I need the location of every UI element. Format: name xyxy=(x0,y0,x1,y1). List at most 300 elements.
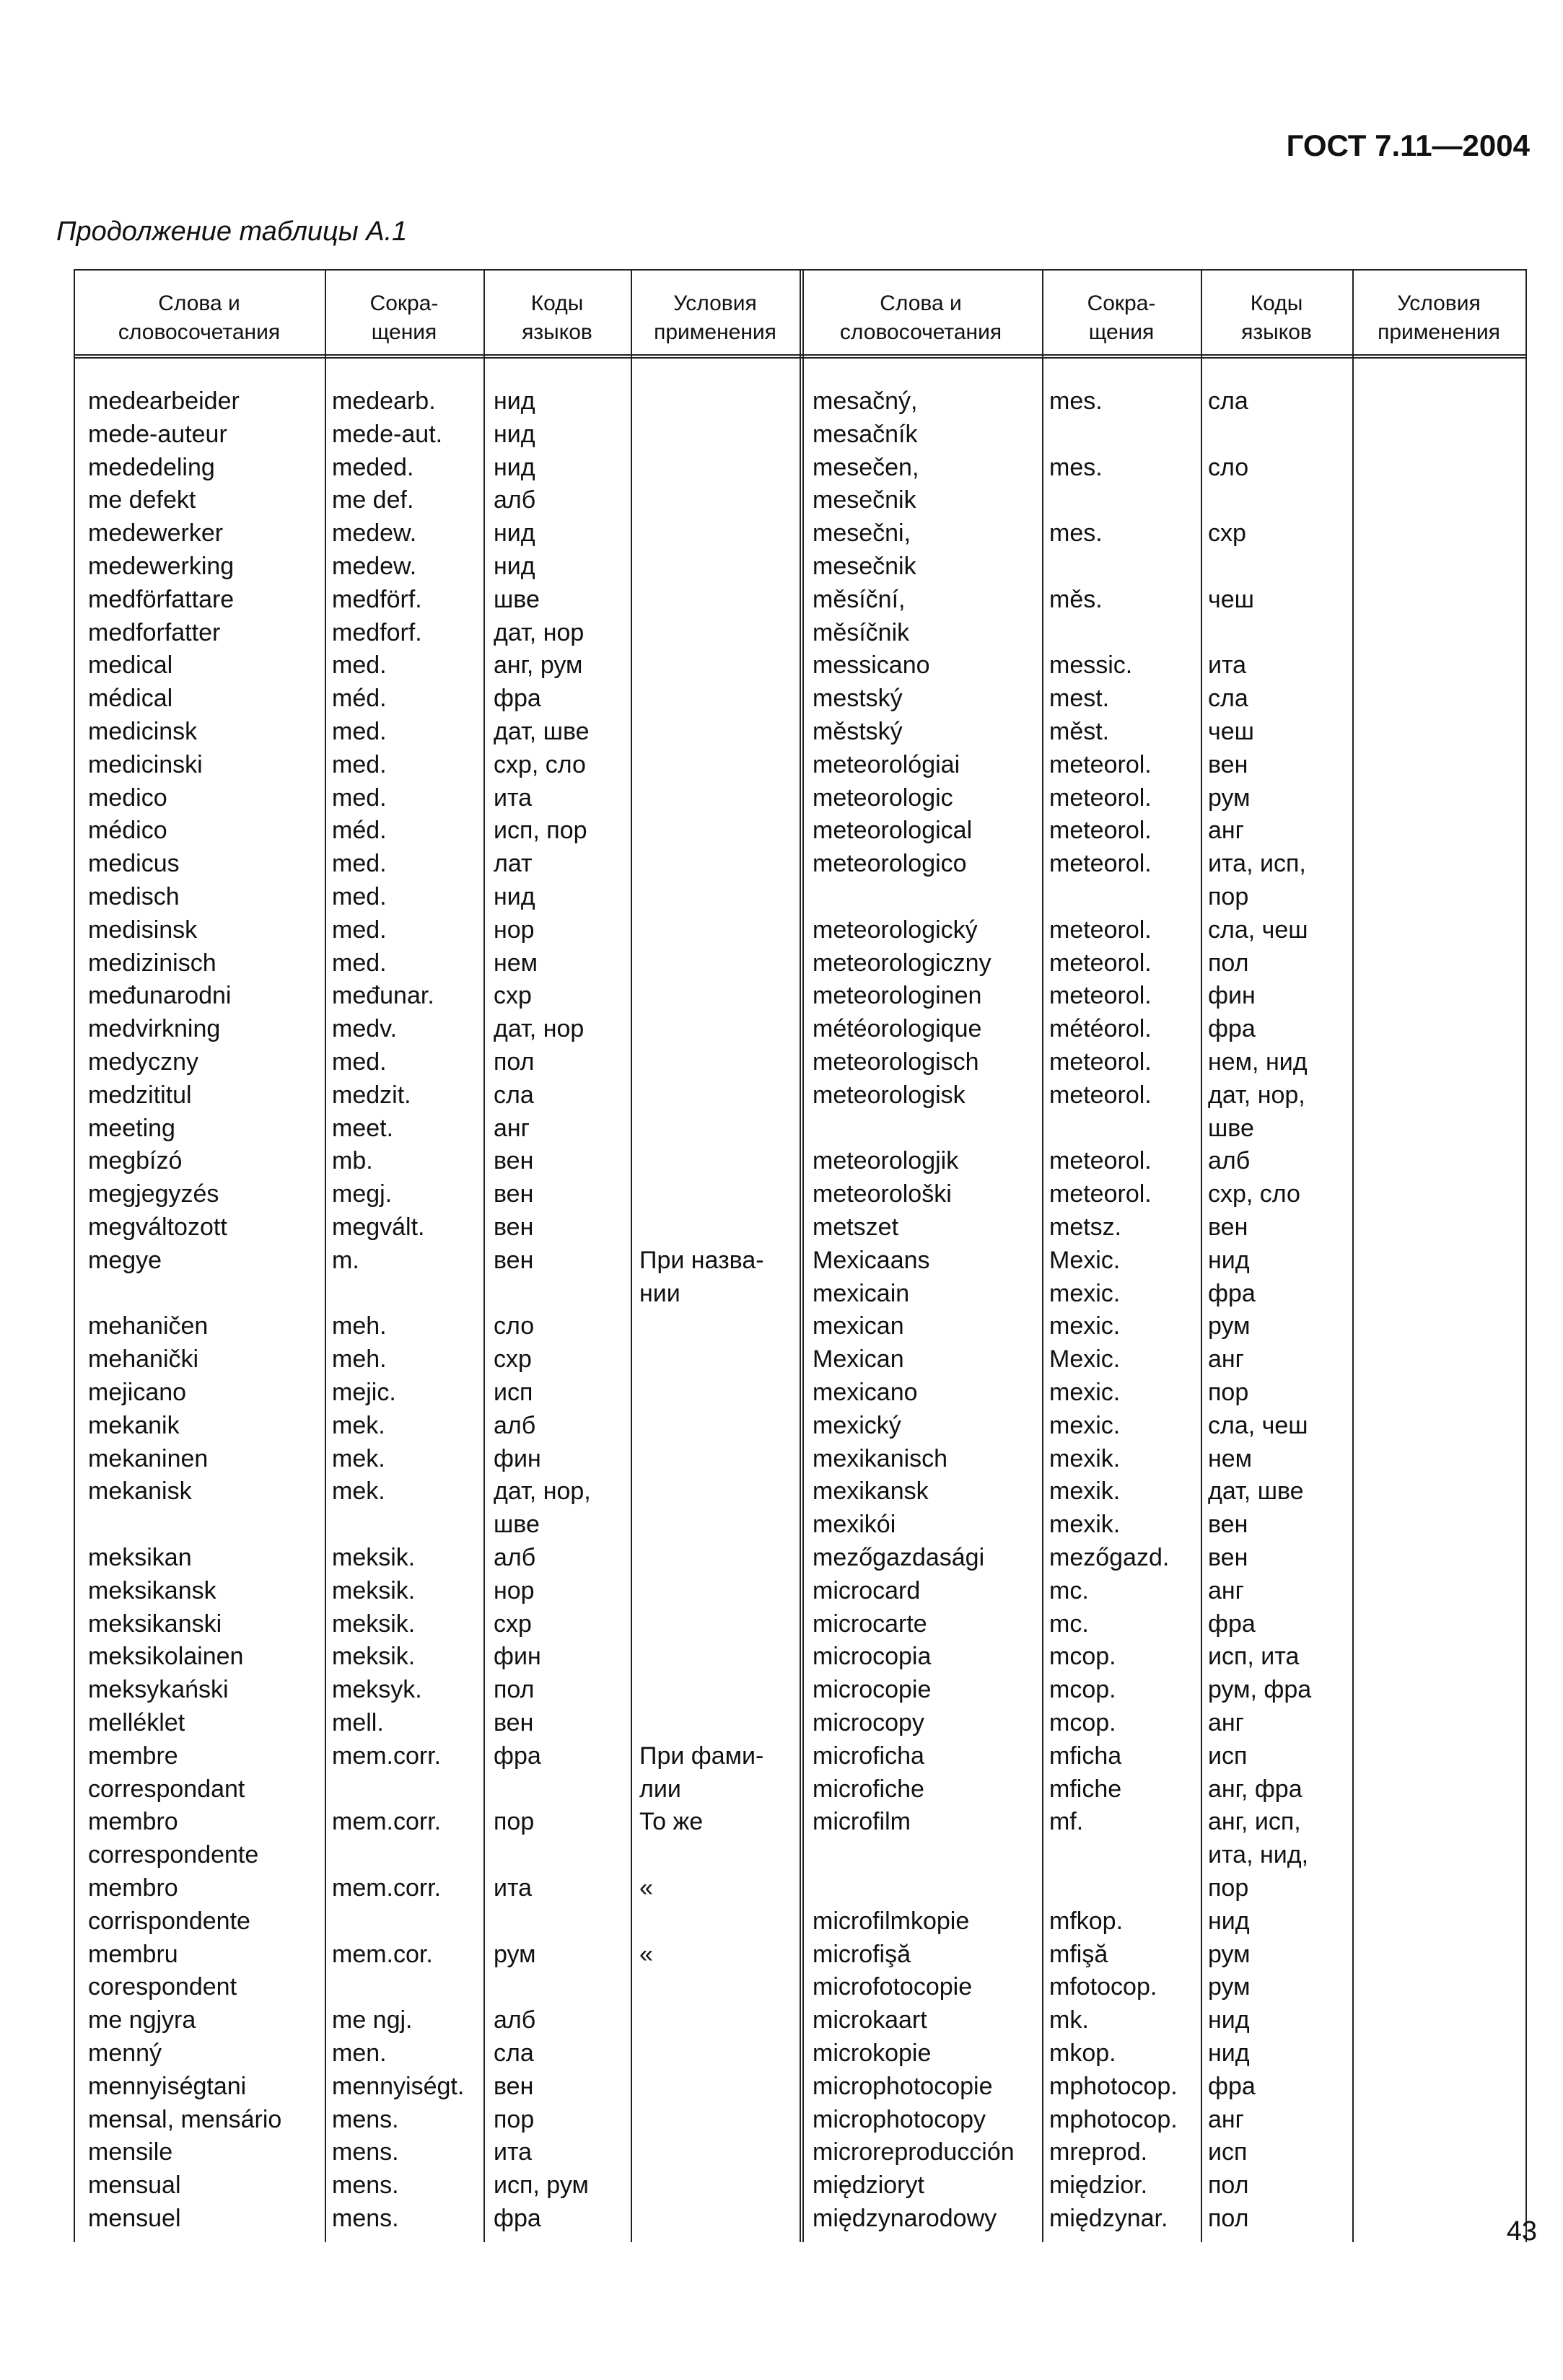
word-cell: membro xyxy=(88,1808,178,1836)
word-cell: microreproducción xyxy=(813,2138,1015,2166)
code-cell: исп, рум xyxy=(494,2172,589,2200)
word-cell: meteorological xyxy=(813,817,973,845)
abbr-cell: me ngj. xyxy=(332,2006,413,2034)
header-words: Слова и словосочетания xyxy=(839,291,1002,344)
code-cell: рум xyxy=(1208,1940,1251,1968)
abbr-cell: med. xyxy=(332,850,387,878)
code-cell: нем xyxy=(494,949,538,977)
col-divider xyxy=(325,269,326,2242)
word-cell: microcard xyxy=(813,1576,921,1604)
header-words: Слова и словосочетания xyxy=(118,291,281,344)
word-cell: microcopia xyxy=(813,1643,932,1671)
code-cell: чеш xyxy=(1208,718,1254,745)
abbr-cell: mcop. xyxy=(1049,1709,1116,1736)
abbr-cell: mfiche xyxy=(1049,1775,1122,1803)
code-cell: сла xyxy=(1208,387,1248,415)
word-cell: correspondente xyxy=(88,1841,259,1869)
abbr-cell: meded. xyxy=(332,453,414,481)
abbr-cell: me def. xyxy=(332,486,414,514)
code-cell: вен xyxy=(494,1246,534,1274)
word-cell: meteorološki xyxy=(813,1180,952,1208)
code-cell: пол xyxy=(1208,949,1249,977)
code-cell: анг xyxy=(1208,2105,1245,2133)
word-cell: meteorologiczny xyxy=(813,949,991,977)
word-cell: městský xyxy=(813,718,903,745)
code-cell: алб xyxy=(494,2006,536,2034)
word-cell: medforfatter xyxy=(88,618,221,646)
word-cell: mesačný, xyxy=(813,387,918,415)
code-cell: анг xyxy=(1208,1709,1245,1736)
code-cell: нид xyxy=(1208,1246,1250,1274)
word-cell: météorologique xyxy=(813,1015,982,1043)
abbr-cell: medew. xyxy=(332,519,417,548)
code-cell: ита, исп, xyxy=(1208,850,1306,878)
condition-cell: При назва- xyxy=(639,1246,764,1274)
code-cell: ита xyxy=(494,1874,533,1902)
code-cell: вен xyxy=(494,1180,534,1208)
abbr-cell: meteorol. xyxy=(1049,915,1152,944)
abbr-cell: měs. xyxy=(1049,585,1103,613)
word-cell: meteorologisk xyxy=(813,1081,966,1109)
abbr-cell: meteorol. xyxy=(1049,750,1152,778)
abbr-cell: megvált. xyxy=(332,1213,425,1241)
code-cell: нид xyxy=(494,453,535,481)
abbr-cell: medforf. xyxy=(332,618,422,646)
abbr-cell: méd. xyxy=(332,817,387,845)
word-cell: mezőgazdasági xyxy=(813,1544,985,1571)
word-cell: mekaninen xyxy=(88,1444,209,1472)
word-cell: microphotocopy xyxy=(813,2105,986,2133)
word-cell: medicinski xyxy=(88,750,203,778)
code-cell: нид xyxy=(494,883,535,910)
word-cell: meksikan xyxy=(88,1544,192,1571)
abbr-cell: medförf. xyxy=(332,585,422,613)
word-cell: megjegyzés xyxy=(88,1180,219,1208)
abbr-cell: meh. xyxy=(332,1345,387,1374)
abbr-cell: mes. xyxy=(1049,453,1103,481)
code-cell: алб xyxy=(494,486,536,514)
code-cell: анг xyxy=(1208,817,1245,845)
code-cell: вен xyxy=(494,1147,534,1175)
word-cell: mexicain xyxy=(813,1279,910,1307)
code-cell: алб xyxy=(494,1544,536,1571)
header-codes: Коды языков xyxy=(522,291,592,344)
word-cell: medearbeider xyxy=(88,387,240,415)
word-cell: mexikanisch xyxy=(813,1444,948,1472)
code-cell: нид xyxy=(494,553,535,580)
word-cell: membro xyxy=(88,1874,178,1902)
word-cell: mexikansk xyxy=(813,1477,929,1506)
abbr-cell: meteorol. xyxy=(1049,1048,1152,1076)
code-cell: шве xyxy=(494,1511,540,1539)
word-cell: medyczny xyxy=(88,1048,199,1076)
abbr-cell: med. xyxy=(332,718,387,745)
word-cell: mexican xyxy=(813,1312,904,1340)
abbr-cell: m. xyxy=(332,1246,359,1274)
condition-cell: нии xyxy=(639,1279,680,1307)
word-cell: médical xyxy=(88,685,173,713)
abbr-cell: meksik. xyxy=(332,1643,416,1671)
abbr-cell: mezőgazd. xyxy=(1049,1544,1170,1571)
abbr-cell: mek. xyxy=(332,1444,385,1472)
col-divider xyxy=(1352,269,1354,2242)
code-cell: схр xyxy=(494,1610,532,1638)
standard-code: ГОСТ 7.11—2004 xyxy=(1286,128,1530,162)
abbr-cell: mc. xyxy=(1049,1576,1089,1604)
header-abbr: Сокра- щения xyxy=(1087,291,1156,344)
header-abbr: Сокра- щения xyxy=(369,291,439,344)
abbr-cell: medearb. xyxy=(332,387,436,415)
code-cell: сло xyxy=(1208,453,1249,481)
word-cell: microkopie xyxy=(813,2039,932,2067)
word-cell: mensual xyxy=(88,2172,181,2200)
code-cell: фра xyxy=(1208,1610,1256,1638)
word-cell: microfotocopie xyxy=(813,1973,973,2001)
word-cell: médico xyxy=(88,817,167,845)
word-cell: medewerker xyxy=(88,519,224,548)
abbr-cell: med. xyxy=(332,883,387,910)
word-cell: meksikanski xyxy=(88,1610,222,1638)
word-cell: megváltozott xyxy=(88,1213,227,1241)
abbr-cell: meteorol. xyxy=(1049,982,1152,1010)
code-cell: дат, нор xyxy=(494,618,585,646)
abbr-cell: meksik. xyxy=(332,1610,416,1638)
code-cell: нид xyxy=(494,519,535,548)
word-cell: međunarodni xyxy=(88,982,232,1010)
word-cell: meteorologinen xyxy=(813,982,982,1010)
word-cell: correspondant xyxy=(88,1775,245,1803)
header-conditions: Условия применения xyxy=(1378,291,1500,344)
word-cell: mexický xyxy=(813,1411,901,1439)
code-cell: фин xyxy=(494,1444,541,1472)
abbr-cell: med. xyxy=(332,1048,387,1076)
code-cell: вен xyxy=(1208,750,1248,778)
code-cell: анг xyxy=(1208,1345,1245,1374)
abbr-cell: megj. xyxy=(332,1180,393,1208)
code-cell: пор xyxy=(1208,883,1249,910)
word-cell: microfiche xyxy=(813,1775,924,1803)
word-cell: mensal, mensário xyxy=(88,2105,282,2133)
word-cell: membru xyxy=(88,1940,178,1968)
abbr-cell: med. xyxy=(332,750,387,778)
code-cell: нор xyxy=(494,915,535,944)
code-cell: сло xyxy=(494,1312,535,1340)
abbr-cell: mk. xyxy=(1049,2006,1089,2034)
code-cell: нем xyxy=(1208,1444,1253,1472)
word-cell: mensile xyxy=(88,2138,173,2166)
word-cell: medvirkning xyxy=(88,1015,221,1043)
abbr-cell: mphotocop. xyxy=(1049,2072,1178,2100)
code-cell: вен xyxy=(494,1709,534,1736)
code-cell: пор xyxy=(494,1808,535,1836)
abbr-cell: mejic. xyxy=(332,1379,396,1406)
code-cell: шве xyxy=(494,585,540,613)
col-divider xyxy=(483,269,485,2242)
abbr-cell: mek. xyxy=(332,1477,385,1506)
code-cell: алб xyxy=(1208,1147,1251,1175)
abbr-cell: meteorol. xyxy=(1049,949,1152,977)
code-cell: исп, пор xyxy=(494,817,587,845)
code-cell: анг, рум xyxy=(494,651,583,680)
abbr-cell: mest. xyxy=(1049,685,1110,713)
code-cell: пол xyxy=(494,1676,535,1704)
code-cell: нор xyxy=(494,1576,535,1604)
code-cell: алб xyxy=(494,1411,536,1439)
code-cell: пол xyxy=(1208,2172,1249,2200)
center-divider xyxy=(800,269,804,2242)
word-cell: mexikói xyxy=(813,1511,896,1539)
word-cell: medicus xyxy=(88,850,180,878)
abbr-cell: mexic. xyxy=(1049,1411,1121,1439)
code-cell: дат, шве xyxy=(494,718,590,745)
word-cell: corrispondente xyxy=(88,1907,250,1935)
word-cell: medzititul xyxy=(88,1081,192,1109)
code-cell: анг, исп, xyxy=(1208,1808,1301,1836)
code-cell: вен xyxy=(1208,1511,1248,1539)
abbr-cell: men. xyxy=(332,2039,387,2067)
abbr-cell: mens. xyxy=(332,2105,399,2133)
abbr-cell: med. xyxy=(332,651,387,680)
word-cell: mede-auteur xyxy=(88,420,227,448)
abbr-cell: Mexic. xyxy=(1049,1246,1121,1274)
abbr-cell: meksik. xyxy=(332,1576,416,1604)
word-cell: meeting xyxy=(88,1114,175,1142)
code-cell: схр xyxy=(1208,519,1246,548)
abbr-cell: meteorol. xyxy=(1049,1180,1152,1208)
word-cell: microfişă xyxy=(813,1940,911,1968)
abbr-cell: mexik. xyxy=(1049,1511,1121,1539)
code-cell: пол xyxy=(494,1048,535,1076)
word-cell: mehanički xyxy=(88,1345,199,1374)
word-cell: megbízó xyxy=(88,1147,183,1175)
abbr-cell: mficha xyxy=(1049,1742,1122,1770)
word-cell: microcopy xyxy=(813,1709,924,1736)
abbr-cell: meteorol. xyxy=(1049,783,1152,812)
word-cell: meteorologisch xyxy=(813,1048,979,1076)
word-cell: mexicano xyxy=(813,1379,918,1406)
abbr-cell: mfotocop. xyxy=(1049,1973,1157,2001)
word-cell: mehaničen xyxy=(88,1312,209,1340)
code-cell: сла, чеш xyxy=(1208,1411,1308,1439)
word-cell: meteorologjik xyxy=(813,1147,959,1175)
code-cell: ита xyxy=(1208,651,1247,680)
abbr-cell: mem.corr. xyxy=(332,1808,442,1836)
abbr-cell: mb. xyxy=(332,1147,373,1175)
abbr-cell: medew. xyxy=(332,553,417,580)
header-conditions: Условия применения xyxy=(654,291,776,344)
code-cell: схр, сло xyxy=(494,750,586,778)
code-cell: фра xyxy=(494,685,541,713)
word-cell: mesečnik xyxy=(813,553,916,580)
code-cell: исп, ита xyxy=(1208,1643,1300,1671)
abbr-cell: med. xyxy=(332,915,387,944)
table-left-border xyxy=(74,269,75,2242)
word-cell: mensuel xyxy=(88,2205,181,2232)
word-cell: mekanisk xyxy=(88,1477,192,1506)
abbr-cell: mkop. xyxy=(1049,2039,1116,2067)
table-right-border xyxy=(1525,269,1527,2242)
code-cell: дат, нор xyxy=(494,1015,585,1043)
code-cell: фра xyxy=(1208,1015,1256,1043)
word-cell: meksykański xyxy=(88,1676,229,1704)
condition-cell: То же xyxy=(639,1808,704,1836)
abbr-cell: medv. xyxy=(332,1015,398,1043)
abbr-cell: medzit. xyxy=(332,1081,411,1109)
code-cell: пор xyxy=(494,2105,535,2133)
abbr-cell: météorol. xyxy=(1049,1015,1152,1043)
condition-cell: При фами- xyxy=(639,1742,764,1770)
code-cell: пор xyxy=(1208,1379,1249,1406)
word-cell: megye xyxy=(88,1246,162,1274)
abbr-cell: mexik. xyxy=(1049,1477,1121,1506)
abbr-cell: międzior. xyxy=(1049,2172,1148,2200)
word-cell: corespondent xyxy=(88,1973,237,2001)
abbr-cell: mell. xyxy=(332,1709,384,1736)
code-cell: фра xyxy=(1208,1279,1256,1307)
abbr-cell: mcop. xyxy=(1049,1676,1116,1704)
abbr-cell: mexic. xyxy=(1049,1379,1121,1406)
abbr-cell: med. xyxy=(332,783,387,812)
word-cell: międzynarodowy xyxy=(813,2205,997,2232)
word-cell: me ngjyra xyxy=(88,2006,196,2034)
abbr-cell: meteorol. xyxy=(1049,850,1152,878)
word-cell: mesečen, xyxy=(813,453,919,481)
abbr-cell: mexic. xyxy=(1049,1312,1121,1340)
word-cell: membre xyxy=(88,1742,178,1770)
word-cell: mestský xyxy=(813,685,903,713)
word-cell: meteorológiai xyxy=(813,750,960,778)
word-cell: mededeling xyxy=(88,453,215,481)
code-cell: вен xyxy=(494,1213,534,1241)
word-cell: messicano xyxy=(813,651,930,680)
code-cell: сла, чеш xyxy=(1208,915,1308,944)
code-cell: фра xyxy=(494,1742,541,1770)
word-cell: Mexicaans xyxy=(813,1246,930,1274)
abbr-cell: mc. xyxy=(1049,1610,1089,1638)
word-cell: medisinsk xyxy=(88,915,198,944)
word-cell: me defekt xyxy=(88,486,196,514)
abbr-cell: mek. xyxy=(332,1411,385,1439)
word-cell: mesečnik xyxy=(813,486,916,514)
table-caption: Продолжение таблицы А.1 xyxy=(56,216,408,247)
header-codes: Коды языков xyxy=(1241,291,1312,344)
abbr-cell: messic. xyxy=(1049,651,1133,680)
code-cell: исп xyxy=(1208,1742,1248,1770)
code-cell: анг xyxy=(1208,1576,1245,1604)
abbreviation-table xyxy=(74,269,1527,2242)
code-cell: пол xyxy=(1208,2205,1249,2232)
code-cell: исп xyxy=(494,1379,533,1406)
word-cell: medico xyxy=(88,783,167,812)
word-cell: microphotocopie xyxy=(813,2072,993,2100)
abbr-cell: mem.corr. xyxy=(332,1742,442,1770)
code-cell: нид xyxy=(1208,2039,1250,2067)
code-cell: сла xyxy=(494,1081,534,1109)
word-cell: mennyiségtani xyxy=(88,2072,247,2100)
code-cell: рум, фра xyxy=(1208,1676,1312,1704)
word-cell: meksikansk xyxy=(88,1576,216,1604)
code-cell: сла xyxy=(1208,685,1248,713)
abbr-cell: meet. xyxy=(332,1114,394,1142)
word-cell: meteorologic xyxy=(813,783,953,812)
code-cell: нид xyxy=(494,387,535,415)
code-cell: нид xyxy=(1208,2006,1250,2034)
code-cell: нид xyxy=(494,420,535,448)
abbr-cell: meksik. xyxy=(332,1544,416,1571)
code-cell: ита xyxy=(494,2138,533,2166)
code-cell: схр xyxy=(494,1345,532,1374)
code-cell: рум xyxy=(1208,783,1251,812)
abbr-cell: mreprod. xyxy=(1049,2138,1148,2166)
code-cell: ита, нид, xyxy=(1208,1841,1309,1869)
page-number: 43 xyxy=(1506,2216,1537,2247)
word-cell: microcopie xyxy=(813,1676,932,1704)
abbr-cell: međunar. xyxy=(332,982,434,1010)
abbr-cell: méd. xyxy=(332,685,387,713)
code-cell: фра xyxy=(1208,2072,1256,2100)
code-cell: фин xyxy=(1208,982,1256,1010)
code-cell: шве xyxy=(1208,1114,1254,1142)
word-cell: melléklet xyxy=(88,1709,185,1736)
abbr-cell: mede-aut. xyxy=(332,420,443,448)
condition-cell: « xyxy=(639,1940,653,1968)
abbr-cell: meteorol. xyxy=(1049,817,1152,845)
word-cell: metszet xyxy=(813,1213,899,1241)
abbr-cell: meh. xyxy=(332,1312,387,1340)
code-cell: дат, шве xyxy=(1208,1477,1304,1506)
col-divider xyxy=(1042,269,1043,2242)
word-cell: międzioryt xyxy=(813,2172,924,2200)
word-cell: meksikolainen xyxy=(88,1643,244,1671)
word-cell: menný xyxy=(88,2039,162,2067)
word-cell: meteorologico xyxy=(813,850,967,878)
code-cell: лат xyxy=(494,850,533,878)
word-cell: medical xyxy=(88,651,173,680)
word-cell: microcarte xyxy=(813,1610,927,1638)
word-cell: měsíčnik xyxy=(813,618,910,646)
abbr-cell: metsz. xyxy=(1049,1213,1122,1241)
word-cell: medicinsk xyxy=(88,718,198,745)
code-cell: фин xyxy=(494,1643,541,1671)
code-cell: нид xyxy=(1208,1907,1250,1935)
code-cell: вен xyxy=(1208,1213,1248,1241)
abbr-cell: meksyk. xyxy=(332,1676,422,1704)
abbr-cell: mes. xyxy=(1049,387,1103,415)
abbr-cell: Mexic. xyxy=(1049,1345,1121,1374)
abbr-cell: mens. xyxy=(332,2172,399,2200)
abbr-cell: meteorol. xyxy=(1049,1081,1152,1109)
abbr-cell: mfişă xyxy=(1049,1940,1108,1968)
abbr-cell: med. xyxy=(332,949,387,977)
abbr-cell: mem.cor. xyxy=(332,1940,433,1968)
word-cell: microfilmkopie xyxy=(813,1907,970,1935)
abbr-cell: mens. xyxy=(332,2205,399,2232)
code-cell: анг, фра xyxy=(1208,1775,1302,1803)
code-cell: дат, нор, xyxy=(1208,1081,1305,1109)
code-cell: фра xyxy=(494,2205,541,2232)
abbr-cell: meteorol. xyxy=(1049,1147,1152,1175)
code-cell: нем, нид xyxy=(1208,1048,1308,1076)
abbr-cell: mexic. xyxy=(1049,1279,1121,1307)
col-divider xyxy=(631,269,632,2242)
word-cell: mesečni, xyxy=(813,519,911,548)
abbr-cell: mcop. xyxy=(1049,1643,1116,1671)
abbr-cell: mfkop. xyxy=(1049,1907,1124,1935)
abbr-cell: mf. xyxy=(1049,1808,1084,1836)
word-cell: microficha xyxy=(813,1742,924,1770)
word-cell: microkaart xyxy=(813,2006,927,2034)
code-cell: рум xyxy=(1208,1312,1251,1340)
